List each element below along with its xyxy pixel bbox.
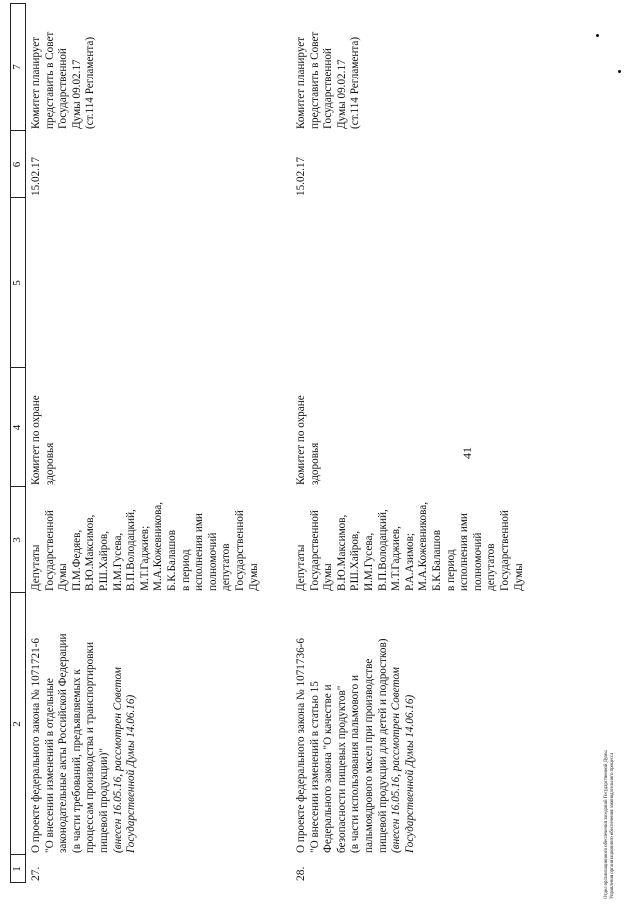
author-line: Думы [322,563,335,591]
header-col-3: 3 [11,537,23,543]
author-line: полномочий [471,532,484,591]
bill-name-line: пищевой продукции для детей и подростков) [376,638,389,853]
scan-speck [596,34,599,37]
page-number: 41 [460,447,474,459]
bill-title: О проекте федерального закона № 1071736-6 [295,638,307,853]
footer-line: Управления организационного обеспечения законодательного процесса [610,752,615,899]
author-line: в период [444,549,457,591]
author-line: В.П.Володацкий, [376,509,389,591]
header-col-4: 4 [11,424,23,431]
author-line: Думы [512,563,525,591]
author-line: М.Т.Гаджиев; [138,525,151,591]
note-line: Думы 09.02.17 [335,59,348,129]
row-number: 27. [30,866,42,881]
bill-name-line: "О внесении изменений в отдельные [43,678,56,853]
author-line: Р.А.Азимов; [403,532,416,591]
committee-line: здоровья [308,442,321,485]
author-line: М.Т.Гаджиев, [390,526,403,591]
bill-description [295,591,417,853]
author-line: депутатов [220,543,233,591]
author-line: Государственной [308,510,321,591]
note-line: Государственной [322,48,335,129]
bill-note-line: Государственной Думы 14.06.16) [403,694,416,853]
note-line: Комитет планирует [295,36,307,129]
note-line: Государственной [57,48,70,129]
author-line: в период [179,549,192,591]
author-line: Государственной [498,510,511,591]
author-line: В.П.Володацкий, [125,509,138,591]
author-line: Б.К.Балашов [165,529,178,591]
status-note [30,3,98,129]
date-cell: 15.02.17 [295,156,307,196]
committee [295,368,322,485]
bill-name-line: (в части использования пальмового и [349,675,362,853]
bill-note-line: Государственной Думы 14.06.16) [125,694,138,853]
header-bottom-border [25,3,26,883]
row-number: 28. [295,866,307,881]
bill-name-line: пищевой продукции)" [97,748,110,853]
authors [30,485,261,591]
author-line: П.М.Федяев, [70,529,83,591]
note-line: представить в Совет [43,31,56,129]
author-line: депутатов [485,543,498,591]
note-line: (ст.114 Регламента) [84,36,97,129]
author-line: Депутаты [30,544,42,591]
author-line: И.М.Гусева, [111,532,124,591]
note-line: Комитет планирует [30,36,42,129]
note-line: представить в Совет [308,31,321,129]
bill-name-line: безопасности пищевых продуктов" [335,685,348,853]
committee-line: Комитет по охране [30,395,42,485]
author-line: Государственной [43,510,56,591]
footer-note [604,579,616,899]
author-line: М.А.Кожевникова, [152,501,165,591]
note-line: (ст.114 Регламента) [349,36,362,129]
scan-speck [618,70,621,73]
author-line: Думы [57,563,70,591]
authors [295,485,526,591]
author-line: Думы [247,563,260,591]
committee [30,368,57,485]
bill-note-line: (внесен 16.05.16, рассмотрен Советом [390,667,403,853]
author-line: В.Ю.Максимов, [84,514,97,591]
author-line: И.М.Гусева, [362,532,375,591]
committee-line: Комитет по охране [295,395,307,485]
bill-title: О проекте федерального закона № 1071721-6 [30,638,42,853]
bill-name-line: Федерального закона "О качестве и [322,684,335,853]
bill-description [30,591,139,853]
author-line: исполнения ими [193,513,206,591]
author-line: Р.Ш.Хайров, [97,530,110,591]
bill-name-line: законодательные акты Российской Федерации [57,633,70,853]
date-cell: 15.02.17 [30,156,42,196]
bill-note-line: (внесен 16.05.16, рассмотрен Советом [111,667,124,853]
header-col-7: 7 [11,64,23,70]
author-line: В.Ю.Максимов, [335,514,348,591]
footer-line: Отдел организационного обеспечения заседаний Государственной Думы [604,750,609,899]
header-col-6: 6 [11,161,23,168]
author-line: Б.К.Балашов [430,529,443,591]
bill-name-line: пальмоядрового масел при производстве [362,658,375,853]
header-col-2: 2 [11,721,23,727]
author-line: М.А.Кожевникова, [417,501,430,591]
author-line: Депутаты [295,544,307,591]
header-col-1: 1 [11,866,23,872]
bill-name-line: (в части требований, предъявляемых к [70,669,83,853]
author-line: Государственной [233,510,246,591]
header-col-5: 5 [11,280,23,286]
bill-name-line: "О внесении изменений в статью 15 [308,681,321,853]
note-line: Думы 09.02.17 [70,59,83,129]
author-line: исполнения ими [458,513,471,591]
status-note [295,3,363,129]
bill-name-line: процессам производства и транспортировки [84,642,97,853]
author-line: Р.Ш.Хайров, [349,530,362,591]
committee-line: здоровья [43,442,56,485]
author-line: полномочий [206,532,219,591]
